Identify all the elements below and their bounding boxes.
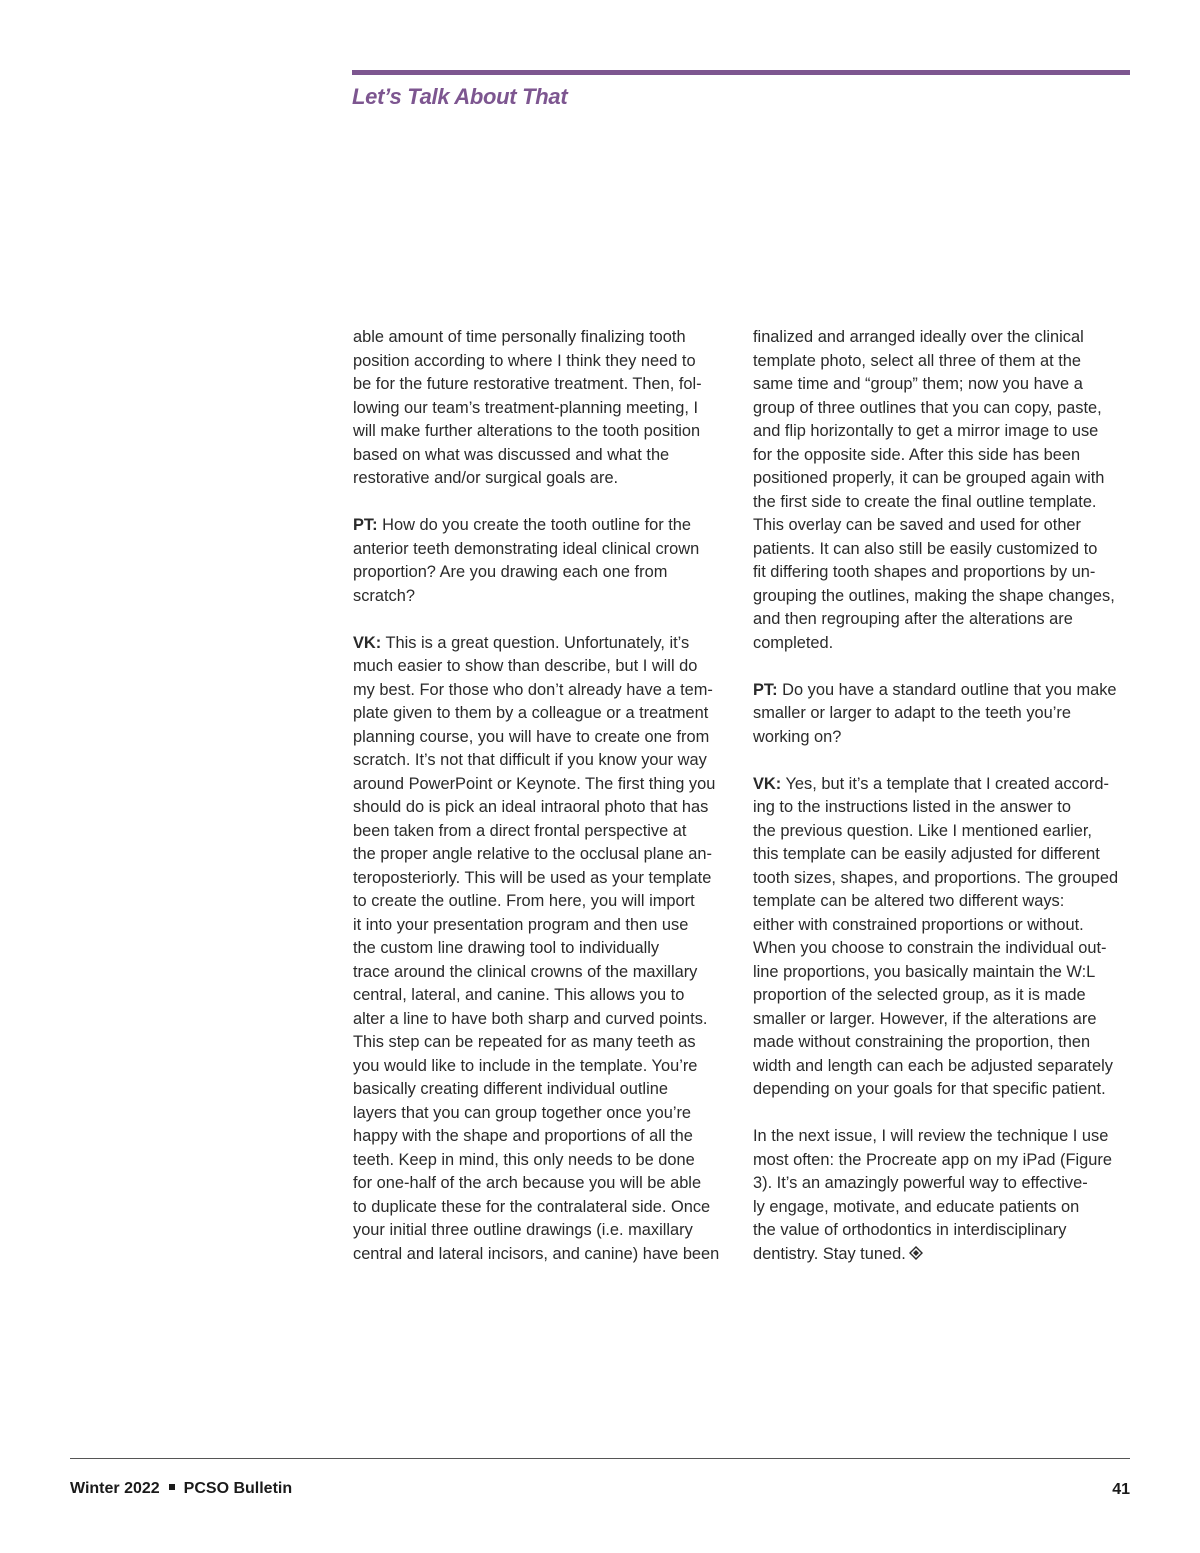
text-line: be for the future restorative treatment. Then, fol- [353,375,702,393]
text-line: layers that you can group together once you’re [353,1103,692,1122]
text-line: planning course, you will have to create one from [353,727,710,746]
text-line: position according to where I think they need to [353,351,696,370]
text-line [753,1243,1131,1268]
text-line: it into your presentation program and then use [353,915,689,934]
text-line: to duplicate these for the contralateral side. Once [353,1197,711,1216]
text-line: smaller or larger to adapt to the teeth you’re [753,704,1071,722]
question-paragraph [753,679,1131,750]
text-line: working on? [753,727,842,746]
text-line: smaller or larger. However, if the alterations are [753,1009,1097,1028]
text-line: 3). It’s an amazingly powerful way to effective- [753,1174,1088,1192]
text-line: proportion? Are you drawing each one from [353,563,668,581]
speaker-label: VK: [353,633,382,652]
text-line: scratch? [353,586,415,605]
text-line: the first side to create the final outline template. [753,492,1097,511]
text-line: been taken from a direct frontal perspective at [353,821,687,840]
text-line: this template can be easily adjusted for different [753,845,1100,863]
footer-publication: PCSO Bulletin [183,1480,293,1497]
text-line: finalized and arranged ideally over the clinical [753,328,1084,346]
text-line: depending on your goals for that specific patient. [753,1080,1106,1098]
text-line: and flip horizontally to get a mirror image to use [753,422,1099,440]
text-line: scratch. It’s not that difficult if you know your way [353,751,707,769]
text-line: most often: the Procreate app on my iPad (Figure [753,1150,1112,1169]
text-line: line proportions, you basically maintain the W:L [753,962,1096,981]
page-number: 41 [1112,1481,1130,1498]
text-line: based on what was discussed and what the [353,445,670,464]
text-line: trace around the clinical crowns of the maxillary [353,962,698,981]
text-line: grouping the outlines, making the shape changes, [753,586,1115,605]
square-bullet-icon [169,1484,175,1490]
text-line: much easier to show than describe, but I will do [353,657,698,675]
text-line: lowing our team’s treatment-planning meeting, I [353,398,698,417]
text-line: for the opposite side. After this side has been [753,445,1081,464]
footer-season: Winter 2022 [70,1480,160,1497]
text-line: will make further alterations to the tooth position [353,422,701,440]
text-line: teeth. Keep in mind, this only needs to be done [353,1150,695,1169]
closing-paragraph [753,1125,1131,1267]
footer-rule [70,1458,1130,1459]
speaker-label: PT: [353,516,378,534]
text-line: positioned properly, it can be grouped again with [753,469,1105,487]
text-line: able amount of time personally finalizing tooth [353,328,686,346]
article-column-left [353,326,731,1266]
text-line: anterior teeth demonstrating ideal clinical crown [353,539,700,558]
article-column-right [753,326,1131,1267]
text-line: template can be altered two different ways: [753,892,1065,910]
text-line [353,514,731,538]
text-line: When you choose to constrain the individual out- [753,939,1107,957]
text-line: to create the outline. From here, you will import [353,892,695,910]
text-line: tooth sizes, shapes, and proportions. The grouped [753,868,1119,887]
text-line [353,632,731,656]
answer-paragraph [353,632,731,1267]
text-line: made without constraining the proportion, then [753,1033,1091,1051]
text-line: width and length can each be adjusted separately [753,1056,1113,1075]
text-line [753,679,1131,703]
text-fragment: This is a great question. Unfortunately, it’s [381,633,690,652]
text-fragment: How do you create the tooth outline for the [377,516,692,534]
text-line: the value of orthodontics in interdisciplinary [753,1221,1067,1239]
text-line: In the next issue, I will review the technique I use [753,1127,1109,1145]
text-line: basically creating different individual outline [353,1080,668,1098]
text-line: your initial three outline drawings (i.e. maxillary [353,1221,693,1239]
text-line: patients. It can also still be easily customized to [753,539,1098,558]
text-line: completed. [753,633,834,652]
answer-paragraph [753,773,1131,1102]
text-line: central, lateral, and canine. This allows you to [353,986,685,1004]
text-line: and then regrouping after the alterations are [753,610,1073,628]
text-fragment: Do you have a standard outline that you make [777,680,1117,699]
text-line: ing to the instructions listed in the answer to [753,798,1071,816]
text-line: my best. For those who don’t already have a tem- [353,680,713,699]
text-fragment: Yes, but it’s a template that I created accord- [781,774,1109,793]
text-line: happy with the shape and proportions of all the [353,1127,693,1145]
text-line: ly engage, motivate, and educate patients on [753,1197,1080,1216]
text-line: around PowerPoint or Keynote. The first thing you [353,774,716,793]
section-title: Let’s Talk About That [352,84,568,109]
text-line: restorative and/or surgical goals are. [353,469,619,487]
speaker-label: PT: [753,680,778,699]
diamond-end-mark-icon [909,1244,923,1268]
header-rule [352,70,1130,75]
text-line: group of three outlines that you can copy, paste, [753,398,1102,417]
speaker-label: VK: [753,774,782,793]
text-line: This step can be repeated for as many teeth as [353,1033,696,1051]
text-line: you would like to include in the template. You’re [353,1056,698,1075]
text-line: alter a line to have both sharp and curved points. [353,1009,708,1028]
text-line: the custom line drawing tool to individually [353,939,660,957]
text-line [753,773,1131,797]
text-line: either with constrained proportions or without. [753,915,1084,934]
text-line: the previous question. Like I mentioned earlier, [753,821,1092,840]
text-line: teroposteriorly. This will be used as your template [353,868,712,887]
footer-publication-info [70,1480,292,1498]
text-line: fit differing tooth shapes and proportions by un- [753,563,1096,581]
text-line: plate given to them by a colleague or a treatment [353,704,709,722]
text-line: the proper angle relative to the occlusal plane an- [353,845,713,863]
text-line: proportion of the selected group, as it is made [753,986,1086,1004]
text-line: central and lateral incisors, and canine) have been [353,1244,720,1263]
text-fragment: dentistry. Stay tuned. [753,1244,906,1263]
text-line: This overlay can be saved and used for other [753,516,1082,534]
text-line: for one-half of the arch because you will be able [353,1174,702,1192]
paragraph [353,326,731,491]
paragraph [753,326,1131,655]
question-paragraph [353,514,731,608]
text-line: same time and “group” them; now you have a [753,375,1083,393]
text-line: template photo, select all three of them at the [753,351,1082,370]
text-line: should do is pick an ideal intraoral photo that has [353,798,709,816]
